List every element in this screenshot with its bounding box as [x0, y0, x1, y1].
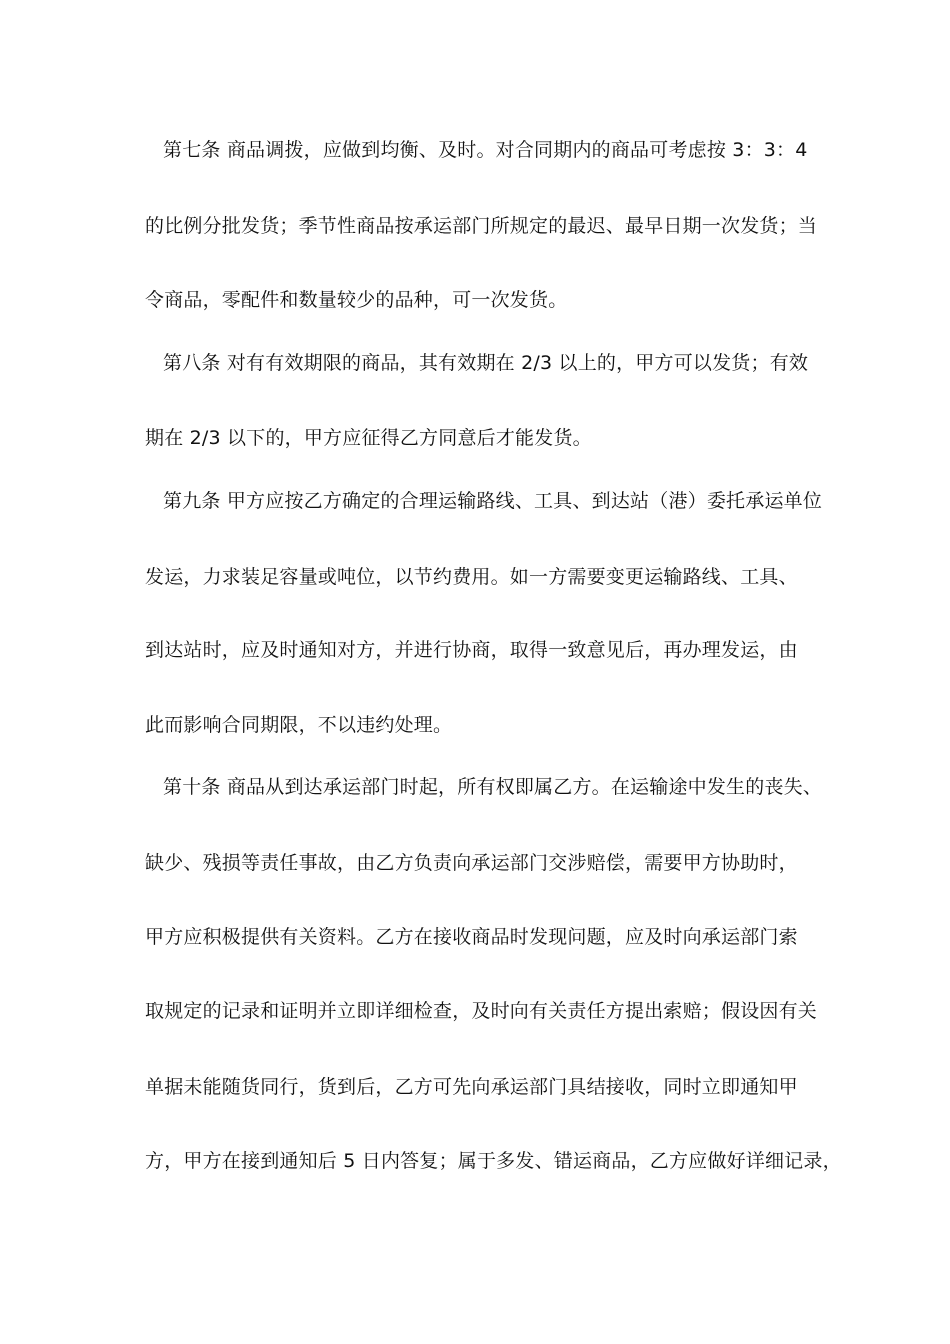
text-line: 第七条 商品调拨，应做到均衡、及时。对合同期内的商品可考虑按 3：3：4	[163, 139, 808, 161]
text-line: 第九条 甲方应按乙方确定的合理运输路线、工具、到达站（港）委托承运单位	[163, 490, 823, 512]
text-line: 令商品，零配件和数量较少的品种，可一次发货。	[145, 289, 568, 311]
text-line: 发运，力求装足容量或吨位，以节约费用。如一方需要变更运输路线、工具、	[145, 566, 798, 588]
text-line: 此而影响合同期限，不以违约处理。	[145, 714, 453, 736]
text-line: 期在 2/3 以下的，甲方应征得乙方同意后才能发货。	[145, 427, 592, 449]
text-line: 取规定的记录和证明并立即详细检查，及时向有关责任方提出索赔；假设因有关	[145, 1000, 818, 1022]
text-line: 第十条 商品从到达承运部门时起，所有权即属乙方。在运输途中发生的丧失、	[163, 776, 823, 798]
text-line: 到达站时，应及时通知对方，并进行协商，取得一致意见后，再办理发运，由	[145, 639, 798, 661]
text-line: 甲方应积极提供有关资料。乙方在接收商品时发现问题，应及时向承运部门索	[145, 926, 798, 948]
text-line: 第八条 对有有效期限的商品，其有效期在 2/3 以上的，甲方可以发货；有效	[163, 352, 809, 374]
text-line: 方，甲方在接到通知后 5 日内答复；属于多发、错运商品，乙方应做好详细记录，	[145, 1150, 842, 1172]
text-line: 缺少、残损等责任事故，由乙方负责向承运部门交涉赔偿，需要甲方协助时，	[145, 852, 798, 874]
text-line: 单据未能随货同行，货到后，乙方可先向承运部门具结接收，同时立即通知甲	[145, 1076, 798, 1098]
text-line: 的比例分批发货；季节性商品按承运部门所规定的最迟、最早日期一次发货；当	[145, 215, 818, 237]
